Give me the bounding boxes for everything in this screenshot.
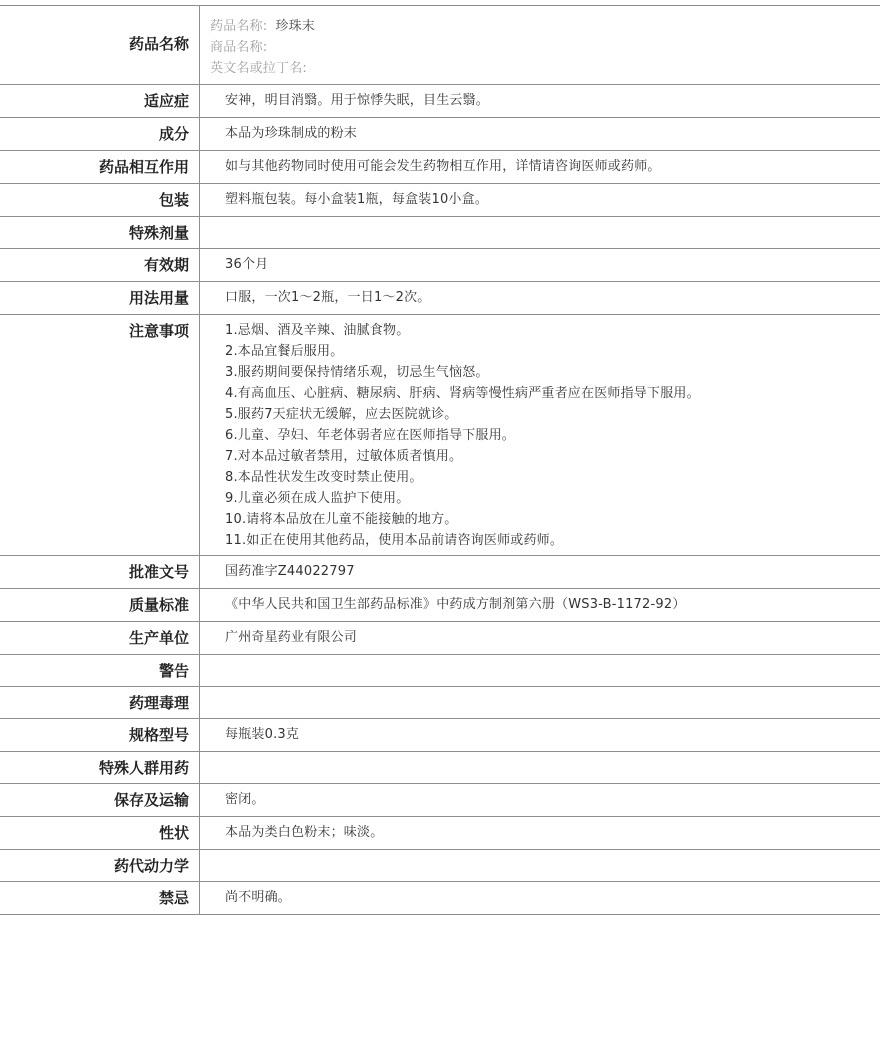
drug-name-line: [210, 16, 870, 37]
list-item: 2.本品宜餐后服用。: [225, 344, 344, 359]
table-row: [0, 752, 880, 784]
row-label: 包装: [0, 184, 200, 216]
row-label: 批准文号: [0, 556, 200, 588]
row-label: 警告: [0, 655, 200, 686]
table-row: [0, 882, 880, 915]
row-label: 适应症: [0, 85, 200, 117]
row-label: 禁忌: [0, 882, 200, 914]
row-value: 广州奇星药业有限公司: [225, 630, 358, 645]
table-row: [0, 589, 880, 622]
table-row: [0, 687, 880, 719]
row-label: 生产单位: [0, 622, 200, 654]
trade-name-key: 商品名称:: [210, 40, 268, 55]
drug-name-value: 珍珠末: [275, 19, 315, 34]
row-value: 每瓶装0.3克: [225, 727, 300, 742]
row-value: [200, 217, 880, 248]
row-value: 尚不明确。: [225, 890, 292, 905]
row-value: 《中华人民共和国卫生部药品标准》中药成方制剂第六册（WS3-B-1172-92）: [225, 597, 686, 612]
list-item: 6.儿童、孕妇、年老体弱者应在医师指导下服用。: [225, 428, 516, 443]
row-label: 特殊剂量: [0, 217, 200, 248]
row-label: 注意事项: [0, 315, 200, 555]
drug-info-table: [0, 5, 880, 915]
row-label: 药品名称: [0, 6, 200, 84]
rows-after-group: [0, 556, 880, 915]
table-row: [0, 151, 880, 184]
row-value: 本品为类白色粉末；味淡。: [225, 825, 384, 840]
latin-name-key: 英文名或拉丁名:: [210, 61, 307, 76]
table-row: [0, 719, 880, 752]
row-label: 药理毒理: [0, 687, 200, 718]
row-label: 药代动力学: [0, 850, 200, 881]
row-value: [200, 687, 880, 718]
row-value: 国药准字Z44022797: [225, 564, 355, 579]
drug-name-key: 药品名称:: [210, 19, 268, 34]
list-item: 5.服药7天症状无缓解，应去医院就诊。: [225, 407, 458, 422]
list-item: 11.如正在使用其他药品，使用本品前请咨询医师或药师。: [225, 533, 564, 548]
latin-name-line: [210, 58, 870, 79]
table-row: [0, 184, 880, 217]
row-value: 密闭。: [225, 792, 265, 807]
row-value: 口服，一次1～2瓶，一日1～2次。: [225, 290, 431, 305]
row-label: 特殊人群用药: [0, 752, 200, 783]
list-item: 10.请将本品放在儿童不能接触的地方。: [225, 512, 458, 527]
row-value: 安神，明目消翳。用于惊悸失眠，目生云翳。: [225, 93, 490, 108]
row-value: [200, 655, 880, 686]
rows-before-group: [0, 85, 880, 315]
drug-name-values: [200, 6, 880, 84]
table-row: [0, 249, 880, 282]
row-label: 用法用量: [0, 282, 200, 314]
table-row: [0, 282, 880, 315]
table-row: [0, 850, 880, 882]
row-drug-name: [0, 6, 880, 85]
row-value: 塑料瓶包装。每小盒装1瓶，每盒装10小盒。: [225, 192, 489, 207]
cautions-list: [225, 320, 870, 551]
row-value: 如与其他药物同时使用可能会发生药物相互作用，详情请咨询医师或药师。: [225, 159, 661, 174]
list-item: 9.儿童必须在成人监护下使用。: [225, 491, 410, 506]
row-value: 36个月: [225, 257, 269, 272]
row-value: [200, 850, 880, 881]
list-item: 3.服药期间要保持情绪乐观，切忌生气恼怒。: [225, 365, 489, 380]
trade-name-line: [210, 37, 870, 58]
row-label: 成分: [0, 118, 200, 150]
list-item: 4.有高血压、心脏病、糖尿病、肝病、肾病等慢性病严重者应在医师指导下服用。: [225, 386, 700, 401]
table-row: [0, 817, 880, 850]
table-row: [0, 217, 880, 249]
table-row: [0, 556, 880, 589]
row-label: 质量标准: [0, 589, 200, 621]
list-item: 8.本品性状发生改变时禁止使用。: [225, 470, 423, 485]
list-item: 7.对本品过敏者禁用，过敏体质者慎用。: [225, 449, 463, 464]
row-value: 本品为珍珠制成的粉末: [225, 126, 358, 141]
row-label: 保存及运输: [0, 784, 200, 816]
row-label: 药品相互作用: [0, 151, 200, 183]
table-row: [0, 655, 880, 687]
list-item: 1.忌烟、酒及辛辣、油腻食物。: [225, 323, 410, 338]
table-row: [0, 118, 880, 151]
row-label: 性状: [0, 817, 200, 849]
table-row: [0, 784, 880, 817]
row-label: 规格型号: [0, 719, 200, 751]
row-label: 有效期: [0, 249, 200, 281]
cautions-value: [200, 315, 880, 555]
table-row: [0, 85, 880, 118]
row-value: [200, 752, 880, 783]
table-row: [0, 622, 880, 655]
row-cautions: [0, 315, 880, 556]
